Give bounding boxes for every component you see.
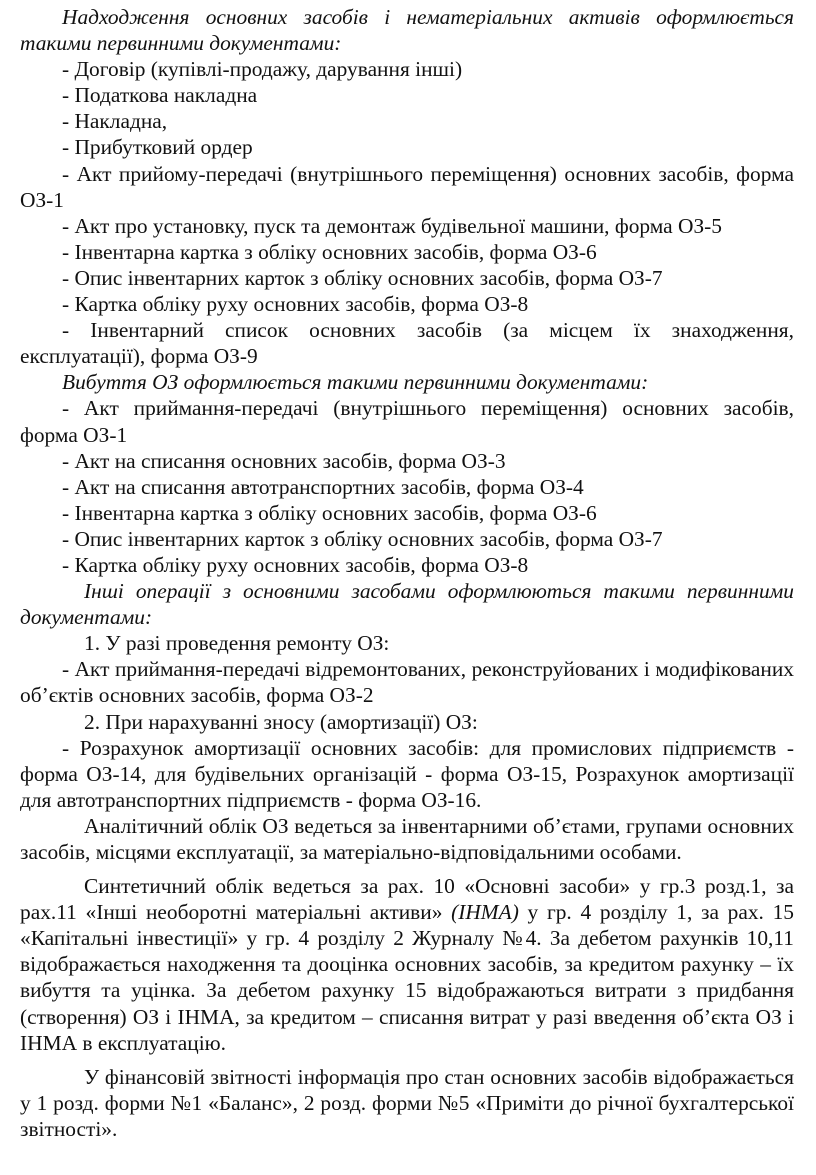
disposal-item: - Опис інвентарних карток з обліку основних засобів, форма ОЗ-7	[62, 526, 663, 551]
receipt-item: - Інвентарний список основних засобів (за місцем їх знаходження, експлуатації), форма ОЗ-9	[20, 318, 794, 369]
receipt-item: - Акт прийому-передачі (внутрішнього переміщення) основних засобів, форма ОЗ-1	[20, 161, 794, 212]
repair-item: - Акт приймання-передачі відремонтованих, реконструйованих і модифікованих об’єктів основних засобів, форма ОЗ-2	[20, 657, 794, 708]
receipt-item: - Акт про установку, пуск та демонтаж будівельної машини, форма ОЗ-5	[62, 213, 723, 238]
disposal-item: - Акт на списання основних засобів, форма ОЗ-3	[62, 448, 506, 473]
synthetic-paragraph	[20, 873, 794, 1056]
synthetic-part2: у гр. 4 розділу 1, за рах. 15 «Капітальні інвестиції» у гр. 4 розділу 2 Журналу №4. За дебетом рахунків 10,11 відображається находження та дооцінка основних засобів, за кредитом рахунку – їх вибуття та уцінка. За дебетом рахунку 15 відображаються витрати з придбання (створення) ОЗ і ІНМА, за кредитом – списання витрат у разі введення об’єкта ОЗ і ІНМА в експлуатацію.	[20, 900, 795, 1055]
synthetic-part1: Синтетичний облік ведеться за рах. 10 «Основні засоби» у гр.3 розд.1, за рах.11 «Інші необоротні матеріальні активи»	[20, 874, 794, 925]
disposal-item: - Акт на списання автотранспортних засобів, форма ОЗ-4	[62, 474, 584, 499]
synthetic-italic: (ІНМА)	[451, 900, 519, 925]
receipt-item: - Договір (купівлі-продажу, дарування інші)	[62, 57, 463, 82]
receipt-item: - Прибутковий ордер	[62, 135, 253, 160]
receipt-item: - Накладна,	[62, 109, 168, 134]
disposal-item: - Інвентарна картка з обліку основних засобів, форма ОЗ-6	[62, 500, 597, 525]
depreciation-title: 2. При нарахуванні зносу (амортизації) ОЗ:	[84, 709, 478, 734]
disposal-item: - Картка обліку руху основних засобів, форма ОЗ-8	[62, 552, 529, 577]
analytical-paragraph: Аналітичний облік ОЗ ведеться за інвентарними об’єтами, групами основних засобів, місцями експлуатації, за матеріально-відповідальними особами.	[20, 813, 794, 864]
repair-title: 1. У разі проведення ремонту ОЗ:	[84, 631, 390, 656]
receipt-item: - Опис інвентарних карток з обліку основних засобів, форма ОЗ-7	[62, 265, 663, 290]
receipt-heading: Надходження основних засобів і нематеріальних активів оформлюється такими первинними документами:	[20, 5, 794, 56]
other-heading: Інші операції з основними засобами оформлюються такими первинними документами:	[20, 579, 794, 630]
receipt-item: - Податкова накладна	[62, 83, 258, 108]
disposal-heading: Вибуття ОЗ оформлюється такими первинними документами:	[62, 370, 649, 395]
depreciation-item: - Розрахунок амортизації основних засобів: для промислових підприємств - форма ОЗ-14, для будівельних організацій - форма ОЗ-15, Розрахунок амортизації для автотранспортних підприємств - форма ОЗ-16.	[20, 735, 794, 812]
reporting-paragraph: У фінансовій звітності інформація про стан основних засобів відображається у 1 розд. форми №1 «Баланс», 2 розд. форми №5 «Приміти до річної бухгалтерської звітності».	[20, 1064, 794, 1141]
disposal-item: - Акт приймання-передачі (внутрішнього переміщення) основних засобів, форма ОЗ-1	[20, 396, 794, 447]
receipt-item: - Інвентарна картка з обліку основних засобів, форма ОЗ-6	[62, 239, 597, 264]
receipt-item: - Картка обліку руху основних засобів, форма ОЗ-8	[62, 292, 529, 317]
